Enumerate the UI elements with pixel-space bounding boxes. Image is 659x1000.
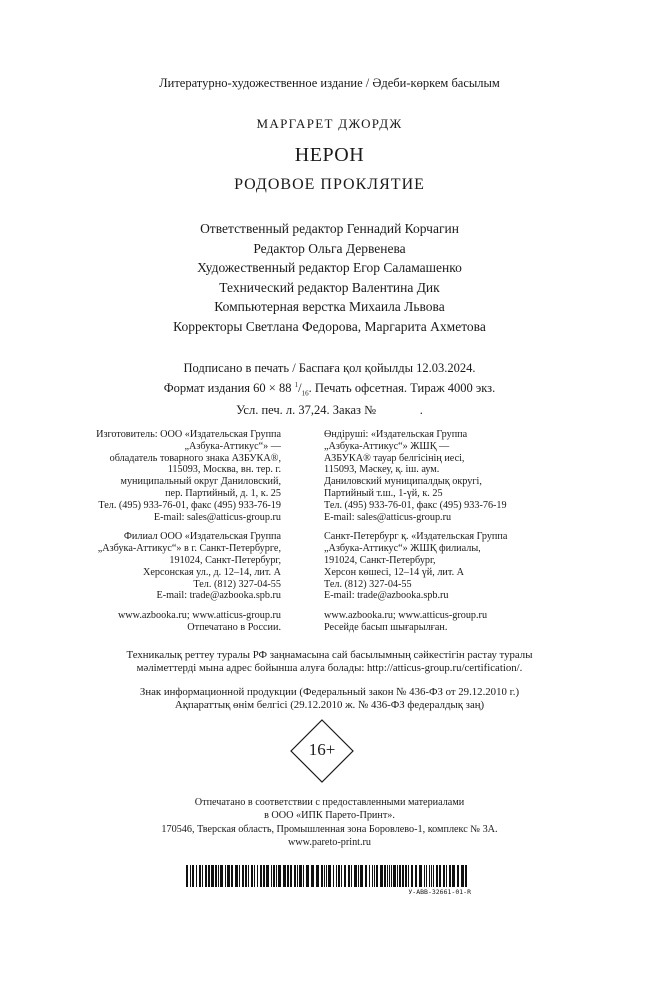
branch-block: Филиал ООО «Издательская Группа „Азбука-Аттикус“» в г. Санкт-Петербурге, 191024, Санкт-Петербург, Херсонская ул., д. 12–14, лит. А Тел. (812) 327-04-55 E-mail: trade@azbooka.spb.ru xyxy=(97,531,281,602)
barcode-bar xyxy=(190,865,191,887)
barcode-bar xyxy=(436,865,438,887)
barcode-bar xyxy=(384,865,386,887)
web-block: www.azbooka.ru; www.atticus-group.ru Ресейде басып шығарылған. xyxy=(324,610,488,633)
barcode-bar xyxy=(287,865,289,887)
barcode-bar xyxy=(391,865,392,887)
barcode-bar xyxy=(196,865,197,887)
barcode-bar xyxy=(408,865,409,887)
barcode-bar xyxy=(242,865,244,887)
manufacturer-block: Өндіруші: «Издательская Группа „Азбука-Аттикус“» ЖШҚ — АЗБУКА® тауар белгісінің иесі, 115093, Мәскеу, қ. іш. аум. Даниловский муниципалдық округі, Партийный т.ш., 1-үй, к. 25 Тел. (495) 933-76-01, факс (495) 933-76-19 E-mail: sales@atticus-group.ru xyxy=(324,429,507,523)
barcode-bar xyxy=(266,865,269,887)
barcode-bar xyxy=(415,865,417,887)
book-title: НЕРОН xyxy=(294,144,365,166)
barcode-bar xyxy=(316,865,319,887)
edition-type: Литературно-художественное издание / Әдеби-көркем басылым xyxy=(159,76,500,90)
barcode-bar xyxy=(311,865,314,887)
age-rating-text: 16+ xyxy=(308,740,336,759)
barcode-bar xyxy=(263,865,265,887)
barcode-bar xyxy=(283,865,286,887)
barcode-bar xyxy=(387,865,388,887)
credit-line: Технический редактор Валентина Дик xyxy=(219,279,440,295)
barcode-bar xyxy=(369,865,370,887)
barcode-bar xyxy=(341,865,342,887)
barcode-bar xyxy=(431,865,432,887)
publisher-russian xyxy=(71,429,281,642)
barcode-bar xyxy=(354,865,357,887)
info-product-sign: Знак информационной продукции (Федеральный закон № 436-ФЗ от 29.12.2010 г.) Ақпараттық өнім белгісі (29.12.2010 ж. № 436-ФЗ федералдық заң) xyxy=(139,686,520,711)
barcode-bar xyxy=(290,865,292,887)
barcode-bar xyxy=(239,865,240,887)
barcode-bar xyxy=(299,865,302,887)
barcode-label: У-АВВ-32661-01-R xyxy=(408,888,471,896)
barcode-bar xyxy=(338,865,340,887)
barcode-bar xyxy=(397,865,398,887)
barcode-bar xyxy=(393,865,396,887)
barcode-bar xyxy=(321,865,323,887)
credit-line: Ответственный редактор Геннадий Корчагин xyxy=(200,221,459,236)
barcode-bar xyxy=(218,865,219,887)
barcode-bar xyxy=(251,865,253,887)
signed-date: Подписано в печать / Баспаға қол қойылды 12.03.2024. xyxy=(183,361,476,375)
barcode-bar xyxy=(235,865,238,887)
barcode-bar xyxy=(419,865,422,887)
barcode-bar xyxy=(202,865,203,887)
barcode-bar xyxy=(372,865,373,887)
barcode-bar xyxy=(260,865,262,887)
book-author: МАРГАРЕТ ДЖОРДЖ xyxy=(256,116,403,131)
barcode-bars xyxy=(186,865,471,887)
sheets-order: Усл. печ. л. 37,24. Заказ № . xyxy=(236,402,423,417)
barcode-bar xyxy=(220,865,223,887)
format-line: Формат издания 60 × 88 $^1/_{16}$. Печать офсетная. Тираж 4000 экз. xyxy=(163,380,496,398)
barcode-bar xyxy=(205,865,207,887)
barcode-bar xyxy=(227,865,230,887)
barcode-bar xyxy=(380,865,383,887)
barcode-bar xyxy=(199,865,201,887)
barcode-bar xyxy=(257,865,258,887)
publisher-kazakh xyxy=(324,429,534,642)
barcode-bar xyxy=(324,865,325,887)
manufacturer-block: Изготовитель: ООО «Издательская Группа „Азбука-Аттикус“» — обладатель товарного знака АЗБУКА®, 115093, Москва, вн. тер. г. муниципальный округ Даниловский, пер. Партийный, д. 1, к. 25 Тел. (495) 933-76-01, факс (495) 933-76-19 E-mail: sales@atticus-group.ru xyxy=(96,429,281,523)
barcode-bar xyxy=(328,865,331,887)
barcode-bar xyxy=(192,865,194,887)
credit-line: Редактор Ольга Дервенева xyxy=(253,240,406,256)
barcode-bar xyxy=(446,865,447,887)
barcode xyxy=(186,865,471,899)
barcode-bar xyxy=(326,865,327,887)
credit-line: Художественный редактор Егор Саламашенко xyxy=(197,260,462,276)
credits-list xyxy=(0,219,659,337)
barcode-bar xyxy=(402,865,404,887)
barcode-bar xyxy=(276,865,277,887)
barcode-bar xyxy=(208,865,210,887)
barcode-bar xyxy=(344,865,346,887)
barcode-bar xyxy=(294,865,296,887)
barcode-bar xyxy=(336,865,337,887)
barcode-bar xyxy=(231,865,233,887)
barcode-bar xyxy=(411,865,413,887)
barcode-bar xyxy=(248,865,249,887)
barcode-bar xyxy=(452,865,455,887)
barcode-bar xyxy=(306,865,309,887)
barcode-bar xyxy=(225,865,226,887)
credit-line: Корректоры Светлана Федорова, Маргарита Ахметова xyxy=(173,318,486,334)
branch-block: Санкт-Петербург қ. «Издательская Группа „Азбука-Аттикус“» ЖШҚ филиалы, 191024, Санкт-Петербург, Херсон көшесі, 12–14 үй, лит. А Тел. (812) 327-04-55 E-mail: trade@azbooka.spb.ru xyxy=(324,531,508,602)
barcode-bar xyxy=(389,865,390,887)
tech-regulation-note: Техникалық реттеу туралы РФ заңнамасына сай басылымның сәйкестігін растау туралы мәліметтерді мына адрес бойынша алуға болады: http://atticus-group.ru/certification/. xyxy=(126,649,533,674)
barcode-bar xyxy=(365,865,367,887)
barcode-bar xyxy=(426,865,427,887)
barcode-bar xyxy=(273,865,275,887)
barcode-bar xyxy=(465,865,467,887)
barcode-bar xyxy=(424,865,425,887)
barcode-bar xyxy=(405,865,407,887)
barcode-bar xyxy=(254,865,255,887)
barcode-bar xyxy=(461,865,464,887)
barcode-bar xyxy=(351,865,352,887)
barcode-bar xyxy=(399,865,401,887)
book-subtitle: РОДОВОЕ ПРОКЛЯТИЕ xyxy=(234,176,425,193)
barcode-bar xyxy=(348,865,350,887)
barcode-bar xyxy=(358,865,359,887)
barcode-bar xyxy=(449,865,451,887)
barcode-bar xyxy=(376,865,378,887)
barcode-bar xyxy=(211,865,214,887)
web-block: www.azbooka.ru; www.atticus-group.ru Отпечатано в России. xyxy=(117,610,281,633)
barcode-bar xyxy=(443,865,445,887)
barcode-bar xyxy=(429,865,430,887)
barcode-bar xyxy=(374,865,375,887)
barcode-bar xyxy=(271,865,272,887)
printed-by: Отпечатано в соответствии с предоставленными материалами в ООО «ИПК Парето-Принт». 170546, Тверская область, Промышленная зона Боровлево-1, комплекс № 3А. www.pareto-print.ru xyxy=(161,797,498,849)
barcode-bar xyxy=(215,865,217,887)
barcode-bar xyxy=(245,865,247,887)
barcode-bar xyxy=(439,865,441,887)
barcode-bar xyxy=(457,865,459,887)
barcode-bar xyxy=(297,865,298,887)
barcode-bar xyxy=(433,865,434,887)
barcode-bar xyxy=(278,865,281,887)
print-info xyxy=(0,360,659,418)
credit-line: Компьютерная верстка Михаила Львова xyxy=(214,299,445,315)
barcode-bar xyxy=(333,865,334,887)
barcode-bar xyxy=(186,865,188,887)
barcode-bar xyxy=(360,865,363,887)
barcode-bar xyxy=(303,865,304,887)
age-rating-badge xyxy=(289,718,355,784)
